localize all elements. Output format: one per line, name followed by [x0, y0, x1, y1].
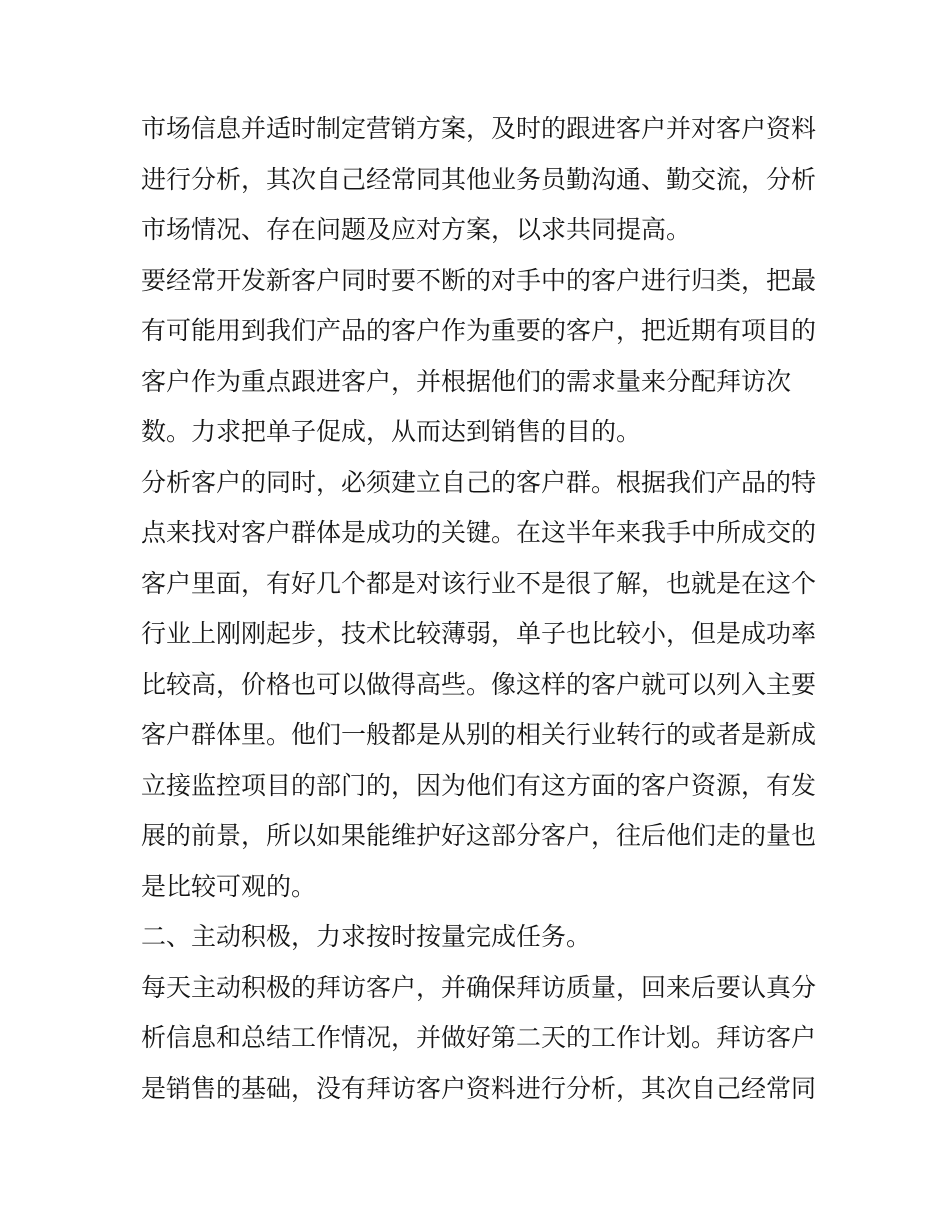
text-line: 市场情况、存在问题及应对方案，以求共同提高。	[141, 215, 692, 244]
text-line: 客户作为重点跟进客户，并根据他们的需求量来分配拜访次	[141, 366, 792, 396]
text-line: 进行分析，其次自己经常同其他业务员勤沟通、勤交流，分析	[141, 164, 817, 194]
text-line: 析信息和总结工作情况，并做好第二天的工作计划。拜访客户	[141, 1023, 817, 1052]
text-line: 客户里面，有好几个都是对该行业不是很了解，也就是在这个	[141, 568, 817, 598]
body-text	[141, 104, 821, 1114]
text-line: 数。力求把单子促成，从而达到销售的目的。	[141, 417, 642, 446]
text-line: 市场信息并适时制定营销方案，及时的跟进客户并对客户资料	[141, 114, 817, 143]
text-line: 客户群体里。他们一般都是从别的相关行业转行的或者是新成	[141, 720, 817, 749]
text-line: 比较高，价格也可以做得高些。像这样的客户就可以列入主要	[141, 669, 817, 699]
section-heading: 二、主动积极，力求按时按量完成任务。	[141, 922, 592, 951]
text-line: 是销售的基础，没有拜访客户资料进行分析，其次自己经常同	[141, 1073, 817, 1103]
text-line: 行业上刚刚起步，技术比较薄弱，单子也比较小，但是成功率	[141, 619, 817, 648]
text-line: 要经常开发新客户同时要不断的对手中的客户进行归类，把最	[141, 265, 817, 295]
text-line: 点来找对客户群体是成功的关键。在这半年来我手中所成交的	[141, 518, 817, 547]
text-line: 分析客户的同时，必须建立自己的客户群。根据我们产品的特	[141, 467, 817, 497]
text-line: 有可能用到我们产品的客户作为重要的客户，把近期有项目的	[141, 316, 817, 345]
text-line: 展的前景，所以如果能维护好这部分客户，往后他们走的量也	[141, 821, 817, 850]
text-line: 是比较可观的。	[141, 871, 317, 901]
text-line: 立接监控项目的部门的，因为他们有这方面的客户资源，有发	[141, 770, 817, 800]
text-line: 每天主动积极的拜访客户，并确保拜访质量，回来后要认真分	[141, 972, 817, 1002]
